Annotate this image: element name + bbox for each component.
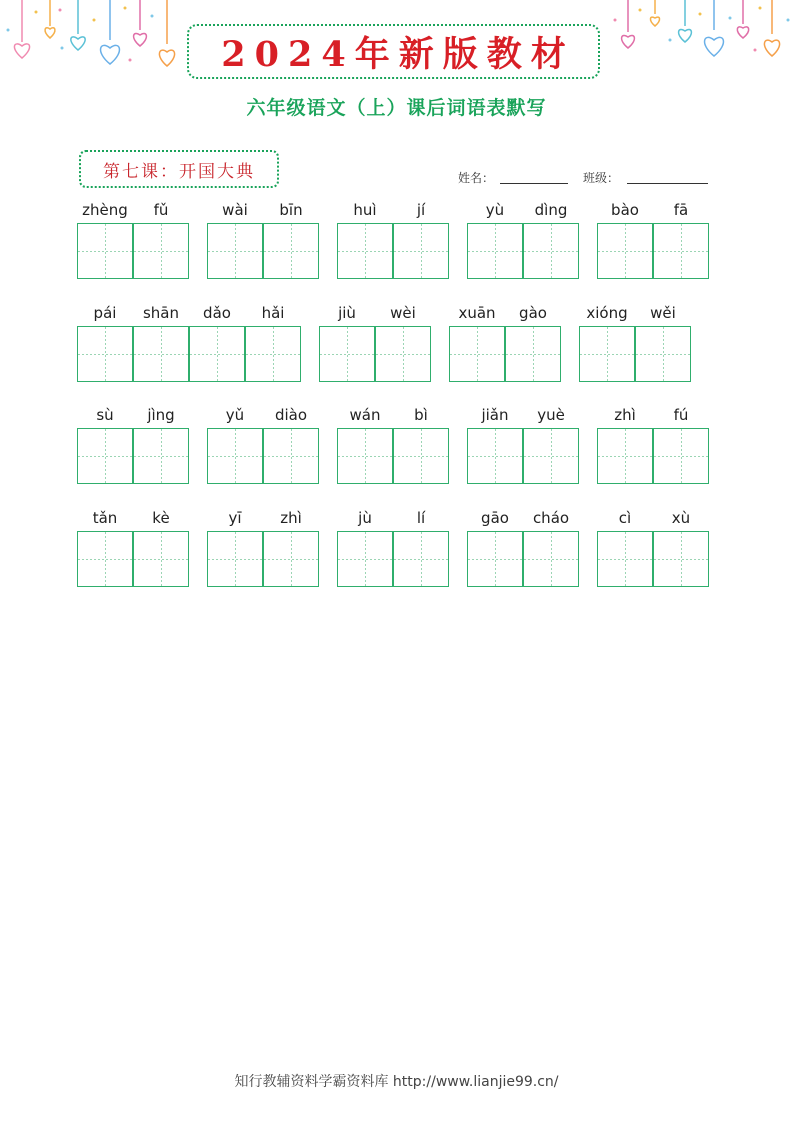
- writing-cell[interactable]: [523, 428, 579, 484]
- word-group: [207, 201, 319, 281]
- pinyin-label: fǔ: [153, 201, 169, 219]
- word-group: [77, 304, 301, 384]
- pinyin-label: pái: [93, 304, 117, 322]
- word-group: [77, 201, 189, 281]
- writing-cell[interactable]: [207, 223, 263, 279]
- writing-cell[interactable]: [133, 428, 189, 484]
- word-group: [597, 509, 709, 589]
- writing-cell[interactable]: [505, 326, 561, 382]
- writing-cell[interactable]: [393, 223, 449, 279]
- pinyin-label: lí: [416, 509, 426, 527]
- writing-cell[interactable]: [467, 428, 523, 484]
- writing-cell[interactable]: [393, 531, 449, 587]
- lesson-title: 第七课：开国大典: [103, 161, 255, 182]
- subtitle: 六年级语文（上）课后词语表默写: [246, 97, 547, 119]
- writing-cell[interactable]: [597, 428, 653, 484]
- writing-cell[interactable]: [467, 223, 523, 279]
- writing-cell[interactable]: [133, 223, 189, 279]
- word-group: [597, 406, 709, 486]
- writing-cell[interactable]: [207, 531, 263, 587]
- pinyin-label: yù: [485, 201, 505, 219]
- pinyin-label: wèi: [390, 304, 416, 322]
- pinyin-label: yuè: [537, 406, 565, 424]
- pinyin-label: sù: [96, 406, 114, 424]
- pinyin-label: yī: [228, 509, 242, 527]
- word-group: [449, 304, 561, 384]
- writing-cell[interactable]: [77, 428, 133, 484]
- writing-cell[interactable]: [653, 428, 709, 484]
- writing-cell[interactable]: [245, 326, 301, 382]
- writing-cell[interactable]: [523, 531, 579, 587]
- pinyin-label: yǔ: [225, 406, 245, 424]
- pinyin-label: jí: [416, 201, 426, 219]
- word-group: [207, 509, 319, 589]
- pinyin-label: wán: [349, 406, 381, 424]
- pinyin-label: huì: [353, 201, 377, 219]
- word-group: [579, 304, 691, 384]
- pinyin-label: bì: [414, 406, 428, 424]
- writing-cell[interactable]: [393, 428, 449, 484]
- writing-cell[interactable]: [597, 531, 653, 587]
- pinyin-label: wěi: [650, 304, 676, 322]
- pinyin-label: cì: [618, 509, 632, 527]
- writing-cell[interactable]: [337, 531, 393, 587]
- writing-cell[interactable]: [523, 223, 579, 279]
- word-group: [319, 304, 431, 384]
- writing-cell[interactable]: [189, 326, 245, 382]
- writing-cell[interactable]: [319, 326, 375, 382]
- writing-cell[interactable]: [77, 326, 133, 382]
- pinyin-label: fā: [673, 201, 689, 219]
- word-group: [207, 406, 319, 486]
- writing-cell[interactable]: [207, 428, 263, 484]
- word-group: [337, 509, 449, 589]
- writing-cell[interactable]: [133, 531, 189, 587]
- pinyin-label: wài: [222, 201, 248, 219]
- pinyin-label: zhì: [280, 509, 302, 527]
- writing-cell[interactable]: [597, 223, 653, 279]
- writing-cell[interactable]: [77, 531, 133, 587]
- word-group: [467, 509, 579, 589]
- writing-cell[interactable]: [263, 223, 319, 279]
- name-label: 姓名：: [458, 171, 495, 185]
- pinyin-label: tǎn: [92, 509, 118, 527]
- writing-cell[interactable]: [77, 223, 133, 279]
- pinyin-label: hǎi: [261, 304, 285, 322]
- pinyin-label: dǎo: [203, 304, 231, 322]
- word-group: [337, 201, 449, 281]
- writing-cell[interactable]: [375, 326, 431, 382]
- word-group: [77, 509, 189, 589]
- pinyin-label: bīn: [279, 201, 303, 219]
- pinyin-label: jìng: [147, 406, 175, 424]
- writing-cell[interactable]: [263, 428, 319, 484]
- writing-cell[interactable]: [449, 326, 505, 382]
- writing-cell[interactable]: [133, 326, 189, 382]
- writing-cell[interactable]: [337, 428, 393, 484]
- pinyin-label: xuān: [458, 304, 496, 322]
- word-group: [467, 201, 579, 281]
- pinyin-label: zhèng: [82, 201, 128, 219]
- pinyin-label: cháo: [532, 509, 570, 527]
- footer-source: 知行教辅资料学霸资料库 http://www.lianjie99.cn/: [234, 1074, 559, 1090]
- pinyin-label: xù: [671, 509, 691, 527]
- pinyin-label: fú: [673, 406, 689, 424]
- pinyin-label: diào: [274, 406, 308, 424]
- pinyin-label: shān: [142, 304, 180, 322]
- writing-cell[interactable]: [653, 531, 709, 587]
- pinyin-label: jù: [358, 509, 372, 527]
- writing-cell[interactable]: [579, 326, 635, 382]
- pinyin-label: xióng: [586, 304, 628, 322]
- pinyin-label: kè: [152, 509, 170, 527]
- pinyin-label: zhì: [614, 406, 636, 424]
- pinyin-label: gāo: [481, 509, 509, 527]
- writing-cell[interactable]: [263, 531, 319, 587]
- pinyin-label: gào: [519, 304, 547, 322]
- class-label: 班级：: [583, 171, 620, 185]
- writing-cell[interactable]: [337, 223, 393, 279]
- pinyin-label: dìng: [534, 201, 568, 219]
- pinyin-label: jiǎn: [481, 406, 509, 424]
- writing-cell[interactable]: [653, 223, 709, 279]
- word-group: [597, 201, 709, 281]
- writing-cell[interactable]: [635, 326, 691, 382]
- writing-cell[interactable]: [467, 531, 523, 587]
- word-group: [467, 406, 579, 486]
- pinyin-label: jiù: [338, 304, 356, 322]
- pinyin-label: bào: [611, 201, 639, 219]
- word-group: [77, 406, 189, 486]
- main-title: 2024年新版教材: [221, 33, 575, 75]
- word-group: [337, 406, 449, 486]
